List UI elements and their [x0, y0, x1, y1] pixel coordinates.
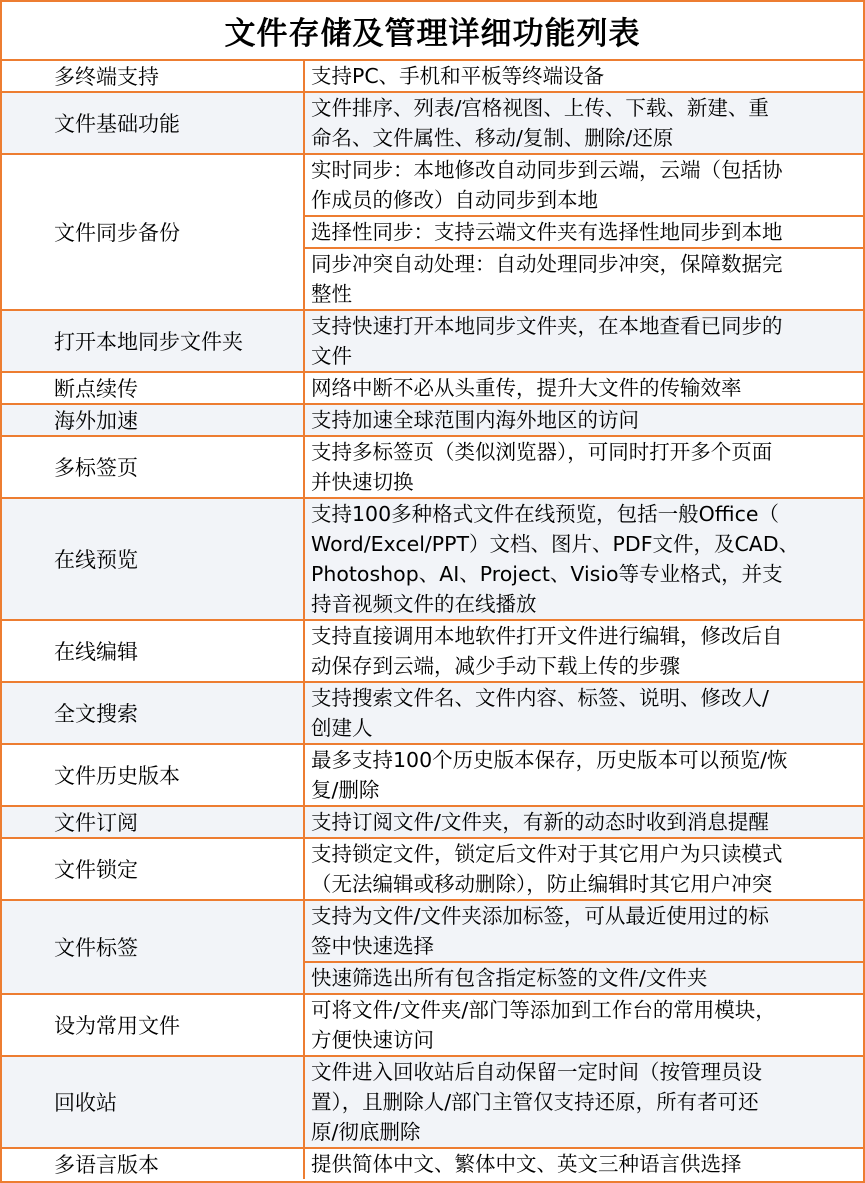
feature-description-cell	[305, 683, 863, 743]
table-title: 文件存储及管理详细功能列表	[2, 2, 863, 61]
table-row	[2, 93, 863, 155]
feature-name: 海外加速	[2, 405, 305, 435]
table-row	[2, 901, 863, 995]
table-row	[2, 807, 863, 839]
feature-description: 文件进入回收站后自动保留一定时间（按管理员设 置），且删除人/部门主管仅支持还原，所有者可还 原/彻底删除	[311, 1060, 762, 1144]
feature-name: 打开本地同步文件夹	[2, 311, 305, 371]
feature-description: 支持加速全球范围内海外地区的访问	[311, 408, 639, 432]
feature-description: 网络中断不必从头重传，提升大文件的传输效率	[311, 376, 742, 400]
feature-description-cell	[305, 373, 863, 403]
feature-name: 回收站	[2, 1057, 305, 1147]
table-row	[2, 155, 863, 311]
feature-name: 文件订阅	[2, 807, 305, 837]
table-row	[2, 61, 863, 93]
feature-description-cell	[305, 499, 863, 619]
feature-description-cell	[305, 995, 863, 1055]
table-row	[2, 405, 863, 437]
feature-name: 多标签页	[2, 437, 305, 497]
feature-description: 同步冲突自动处理：自动处理同步冲突，保障数据完 整性	[311, 252, 783, 306]
feature-description: 支持直接调用本地软件打开文件进行编辑，修改后自 动保存到云端，减少手动下载上传的步骤	[311, 624, 783, 678]
feature-description-cell	[305, 1057, 863, 1147]
feature-name: 文件历史版本	[2, 745, 305, 805]
feature-name: 多语言版本	[2, 1149, 305, 1179]
feature-name: 在线编辑	[2, 621, 305, 681]
feature-name: 设为常用文件	[2, 995, 305, 1055]
feature-name: 文件标签	[2, 901, 305, 993]
table-row	[2, 1149, 863, 1179]
feature-name: 在线预览	[2, 499, 305, 619]
feature-description: 可将文件/文件夹/部门等添加到工作台的常用模块， 方便快速访问	[311, 998, 776, 1052]
feature-name: 文件基础功能	[2, 93, 305, 153]
feature-description-cell	[305, 1149, 863, 1179]
feature-description-cell	[305, 93, 863, 153]
table-row	[2, 1057, 863, 1149]
feature-description-cell	[305, 61, 863, 91]
feature-name: 断点续传	[2, 373, 305, 403]
feature-description-cell	[305, 745, 863, 805]
feature-name: 全文搜索	[2, 683, 305, 743]
feature-description: 支持100多种格式文件在线预览，包括一般Office（ Word/Excel/PPT）文档、图片、PDF文件，及CAD、 Photoshop、AI、Project、Visio等专业格式，并支 持音视频文件的在线播放	[311, 502, 800, 616]
feature-name: 文件同步备份	[2, 155, 305, 309]
feature-description: 支持锁定文件，锁定后文件对于其它用户为只读模式 （无法编辑或移动删除），防止编辑时其它用户冲突	[311, 842, 783, 896]
feature-description: 实时同步：本地修改自动同步到云端，云端（包括协 作成员的修改）自动同步到本地	[305, 155, 863, 217]
feature-description: 支持订阅文件/文件夹，有新的动态时收到消息提醒	[311, 810, 769, 834]
feature-description-cell	[305, 311, 863, 371]
feature-description: 文件排序、列表/宫格视图、上传、下载、新建、重 命名、文件属性、移动/复制、删除/还原	[311, 96, 769, 150]
feature-description: 最多支持100个历史版本保存，历史版本可以预览/恢 复/删除	[311, 748, 788, 802]
feature-description: 支持为文件/文件夹添加标签，可从最近使用过的标 签中快速选择	[305, 901, 863, 963]
feature-description: 支持搜索文件名、文件内容、标签、说明、修改人/ 创建人	[311, 686, 769, 740]
feature-description: 选择性同步：支持云端文件夹有选择性地同步到本地	[305, 217, 863, 249]
table-body	[2, 61, 863, 1179]
feature-description: 支持快速打开本地同步文件夹，在本地查看已同步的 文件	[311, 314, 783, 368]
table-row	[2, 499, 863, 621]
table-row	[2, 839, 863, 901]
table-row	[2, 373, 863, 405]
feature-description-cell	[305, 155, 863, 309]
table-row	[2, 437, 863, 499]
feature-description: 支持PC、手机和平板等终端设备	[311, 64, 605, 88]
feature-description-cell	[305, 437, 863, 497]
feature-description: 支持多标签页（类似浏览器），可同时打开多个页面 并快速切换	[311, 440, 773, 494]
feature-description-cell	[305, 901, 863, 993]
table-row	[2, 311, 863, 373]
feature-description: 快速筛选出所有包含指定标签的文件/文件夹	[311, 966, 708, 990]
table-row	[2, 995, 863, 1057]
feature-description: 提供简体中文、繁体中文、英文三种语言供选择	[311, 1152, 742, 1176]
feature-description-cell	[305, 807, 863, 837]
feature-name: 多终端支持	[2, 61, 305, 91]
feature-name: 文件锁定	[2, 839, 305, 899]
table-row	[2, 745, 863, 807]
table-row	[2, 621, 863, 683]
table-row	[2, 683, 863, 745]
feature-description-cell	[305, 621, 863, 681]
feature-description-cell	[305, 405, 863, 435]
feature-description-cell	[305, 839, 863, 899]
